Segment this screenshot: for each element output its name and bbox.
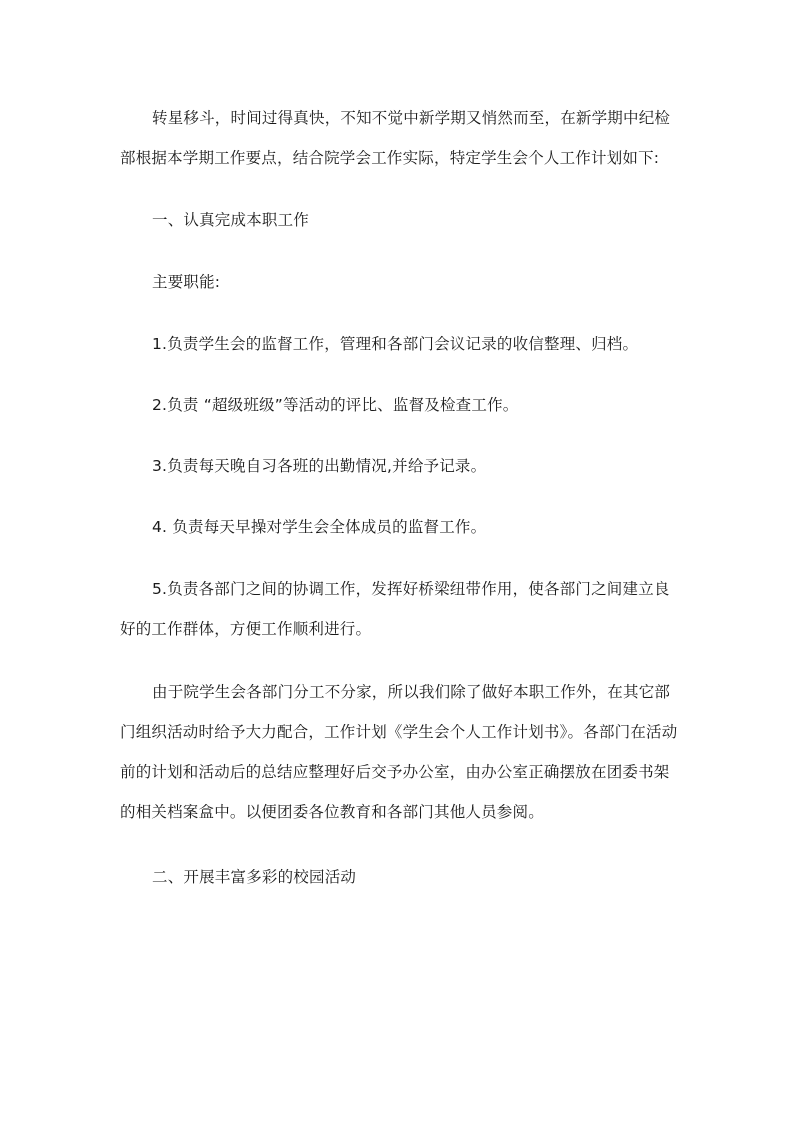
section-heading-2: 二、开展丰富多彩的校园活动 bbox=[152, 868, 357, 886]
section-heading-1: 一、认真完成本职工作 bbox=[152, 211, 310, 229]
duties-label: 主要职能: bbox=[152, 273, 221, 291]
duty-item-4: 4. 负责每天早操对学生会全体成员的监督工作。 bbox=[152, 518, 487, 536]
duty-item-1: 1.负责学生会的监督工作，管理和各部门会议记录的收信整理、归档。 bbox=[152, 335, 639, 353]
duty-item-3: 3.负责每天晚自习各班的出勤情况,并给予记录。 bbox=[152, 457, 487, 475]
intro-paragraph: 转星移斗，时间过得真快，不知不觉中新学期又悄然而至，在新学期中纪检部根据本学期工作要点，结合院学会工作实际，特定学生会个人工作计划如下: bbox=[120, 109, 671, 167]
duty-item-5: 5.负责各部门之间的协调工作，发挥好桥梁纽带作用，使各部门之间建立良好的工作群体，方便工作顺利进行。 bbox=[120, 580, 670, 638]
duty-item-2: 2.负责 “超级班级”等活动的评比、监督及检查工作。 bbox=[152, 396, 519, 414]
cooperation-paragraph: 由于院学生会各部门分工不分家，所以我们除了做好本职工作外，在其它部门组织活动时给予大力配合，工作计划《学生会个人工作计划书》。各部门在活动前的计划和活动后的总结应整理好后交予办公室，由办公室正确摆放在团委书架的相关档案盒中。以便团委各位教育和各部门其他人员参阅。 bbox=[120, 683, 678, 821]
